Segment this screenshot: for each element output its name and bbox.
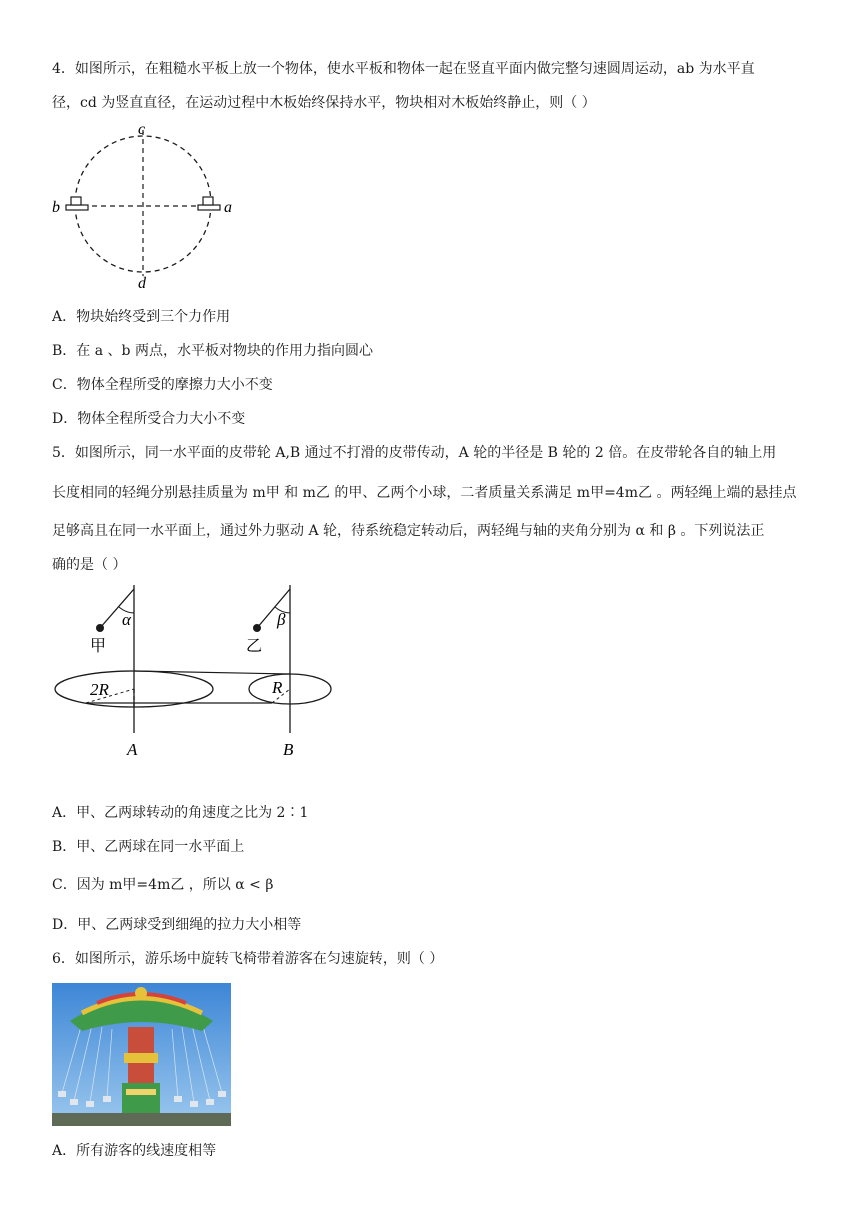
q5-stem-line2: 长度相同的轻绳分别悬挂质量为 m甲 和 m乙 的甲、乙两个小球，二者质量关系满足 m甲=4m乙 。两轻绳上端的悬挂点 xyxy=(52,485,797,501)
q6-stem-line1: 6．如图所示，游乐场中旋转飞椅带着游客在匀速旋转，则（ ） xyxy=(52,951,444,967)
q4-option-d: D．物体全程所受合力大小不变 xyxy=(52,411,246,427)
q5-label-2r: 2R xyxy=(90,680,109,699)
q5-option-c: C．因为 m甲=4m乙 ，所以 α < β xyxy=(52,877,274,893)
q4-option-b: B．在 a 、b 两点，水平板对物块的作用力指向圆心 xyxy=(52,343,373,359)
q5-label-yi: 乙 xyxy=(246,638,263,655)
q4-circle-diagram xyxy=(52,118,252,293)
q5-label-r: R xyxy=(272,678,283,697)
q4-label-d: d xyxy=(138,275,146,292)
q5-label-axis-a: A xyxy=(127,740,138,759)
q5-option-d: D．甲、乙两球受到细绳的拉力大小相等 xyxy=(52,917,302,933)
q4-stem-line2: 径，cd 为竖直直径，在运动过程中木板始终保持水平，物块相对木板始终静止，则（ ） xyxy=(52,95,596,111)
q5-label-beta: β xyxy=(277,610,286,629)
q4-option-c: C．物体全程所受的摩擦力大小不变 xyxy=(52,377,273,393)
q5-option-a: A．甲、乙两球转动的角速度之比为 2∶1 xyxy=(52,805,309,821)
q5-label-alpha: α xyxy=(122,610,131,629)
q5-option-b: B．甲、乙两球在同一水平面上 xyxy=(52,839,245,855)
q5-pulley-diagram xyxy=(52,585,342,765)
q4-label-a: a xyxy=(224,199,232,216)
q6-option-a: A．所有游客的线速度相等 xyxy=(52,1143,217,1159)
q5-stem-line1: 5．如图所示，同一水平面的皮带轮 A,B 通过不打滑的皮带传动，A 轮的半径是 B 轮的 2 倍。在皮带轮各自的轴上用 xyxy=(52,445,777,461)
q5-label-jia: 甲 xyxy=(90,638,107,655)
q4-label-c: c xyxy=(138,121,146,138)
q4-option-a: A．物块始终受到三个力作用 xyxy=(52,309,231,325)
q4-stem-line1: 4．如图所示，在粗糙水平板上放一个物体，使水平板和物体一起在竖直平面内做完整匀速圆周运动，ab 为水平直 xyxy=(52,61,755,77)
swing-ride-photo xyxy=(52,983,231,1126)
q5-stem-line3: 足够高且在同一水平面上，通过外力驱动 A 轮，待系统稳定转动后，两轻绳与轴的夹角分别为 α 和 β 。下列说法正 xyxy=(52,523,765,539)
q4-label-b: b xyxy=(52,199,60,216)
q5-label-axis-b: B xyxy=(283,740,294,759)
q5-stem-line4: 确的是（ ） xyxy=(52,557,127,573)
